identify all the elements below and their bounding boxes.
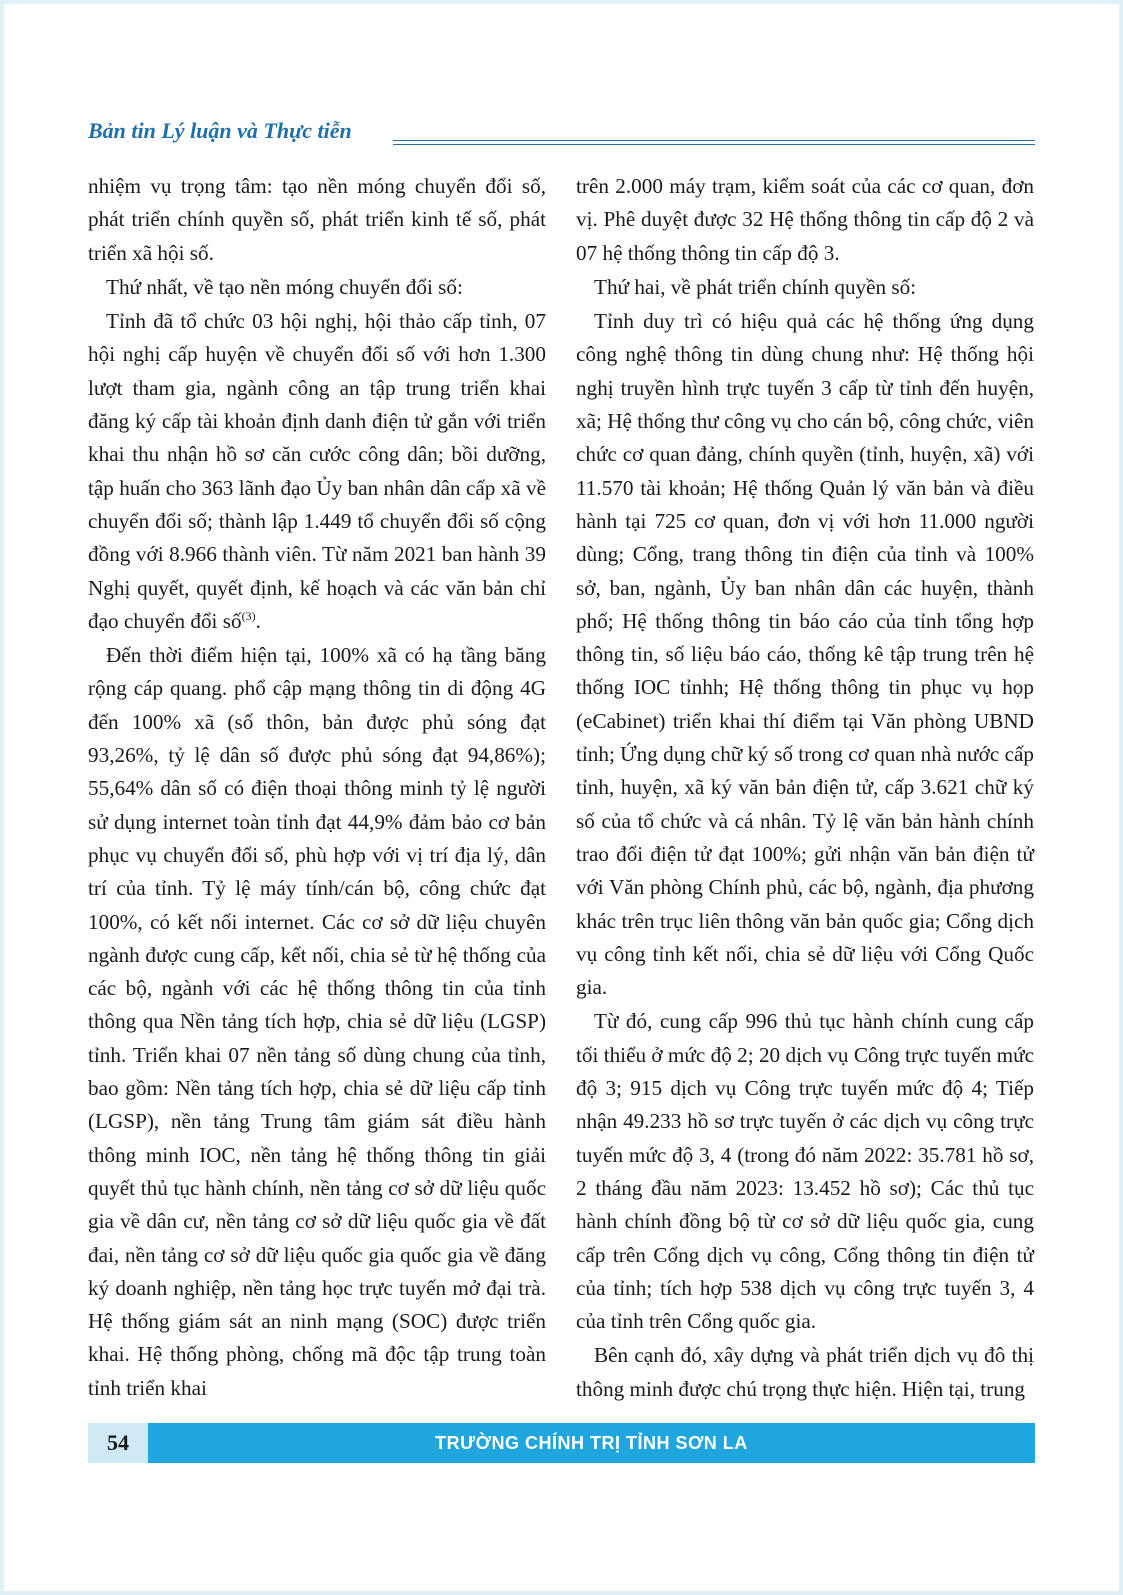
- paragraph-text: Tỉnh đã tổ chức 03 hội nghị, hội thảo cấp tỉnh, 07 hội nghị cấp huyện về chuyển đổi số với hơn 1.300 lượt tham gia, ngành công an tập trung triển khai đăng ký cấp tài khoản định danh điện tử gắn với triển khai thu nhận hồ sơ căn cước công dân; bồi dưỡng, tập huấn cho 363 lãnh đạo Ủy ban nhân dân cấp xã về chuyển đổi số; thành lập 1.449 tổ chuyển đổi số cộng đồng với 8.966 thành viên. Từ năm 2021 ban hành 39 Nghị quyết, quyết định, kế hoạch và các văn bản chỉ đạo chuyển đổi số: [88, 309, 546, 633]
- publication-title: Bản tin Lý luận và Thực tiễn: [88, 118, 352, 143]
- section-heading: Thứ hai, về phát triển chính quyền số:: [594, 274, 917, 299]
- paragraph: Từ đó, cung cấp 996 thủ tục hành chính cung cấp tối thiểu ở mức độ 2; 20 dịch vụ Công trực tuyến mức độ 3; 915 dịch vụ Công trực tuyến mức độ 4; Tiếp nhận 49.233 hồ sơ trực tuyến ở các dịch vụ công trực tuyến mức độ 3, 4 (trong đó năm 2022: 35.781 hồ sơ, 2 tháng đầu năm 2023: 13.452 hồ sơ); Các thủ tục hành chính đồng bộ từ cơ sở dữ liệu quốc gia, cung cấp trên Cổng dịch vụ công, Cổng thông tin điện tử của tỉnh; tích hợp 538 dịch vụ công trực tuyến 3, 4 của tỉnh trên Cổng quốc gia.: [576, 1009, 1034, 1334]
- right-column: [576, 170, 1034, 1407]
- paragraph: [88, 305, 546, 638]
- footnote-ref: (3): [241, 608, 256, 623]
- page-number: 54: [88, 1423, 148, 1463]
- running-header: [88, 118, 1035, 154]
- paragraph: Tỉnh duy trì có hiệu quả các hệ thống ứng dụng công nghệ thông tin dùng chung như: Hệ thống hội nghị truyền hình trực tuyến 3 cấp từ tỉnh đến huyện, xã; Hệ thống thư công vụ cho cán bộ, công chức, viên chức cơ quan đảng, chính quyền (tỉnh, huyện, xã) với 11.570 tài khoản; Hệ thống Quản lý văn bản và điều hành tại 725 cơ quan, đơn vị với hơn 11.000 người dùng; Cổng, trang thông tin điện của tỉnh và 100% sở, ban, ngành, Ủy ban nhân dân các huyện, thành phố; Hệ thống thông tin báo cáo của tỉnh tổng hợp thông tin, số liệu báo cáo, thống kê tập trung trên hệ thống IOC tỉnhh; Hệ thống thông tin phục vụ họp (eCabinet) triển khai thí điểm tại Văn phòng UBND tỉnh; Ứng dụng chữ ký số trong cơ quan nhà nước cấp tỉnh, huyện, xã ký văn bản điện tử, cấp 3.621 chữ ký số của tổ chức và cá nhân. Tỷ lệ văn bản hành chính trao đổi điện tử đạt 100%; gửi nhận văn bản điện tử với Văn phòng Chính phủ, các bộ, ngành, địa phương khác trên trục liên thông văn bản quốc gia; Cổng dịch vụ công tỉnh kết nối, chia sẻ dữ liệu với Cổng Quốc gia.: [576, 309, 1034, 1000]
- paragraph-end: .: [255, 608, 261, 633]
- paragraph: nhiệm vụ trọng tâm: tạo nền móng chuyển đổi số, phát triển chính quyền số, phát triển kinh tế số, phát triển xã hội số.: [88, 174, 546, 265]
- left-column: [88, 170, 546, 1406]
- header-rule: [393, 140, 1035, 145]
- section-heading: Thứ nhất, về tạo nền móng chuyển đổi số:: [106, 274, 463, 299]
- paragraph: Bên cạnh đó, xây dựng và phát triển dịch vụ đô thị thông minh được chú trọng thực hiện. Hiện tại, trung: [576, 1343, 1034, 1401]
- page-footer: [88, 1423, 1035, 1463]
- footer-title: TRƯỜNG CHÍNH TRỊ TỈNH SƠN LA: [435, 1433, 748, 1453]
- paragraph: trên 2.000 máy trạm, kiểm soát của các cơ quan, đơn vị. Phê duyệt được 32 Hệ thống thông tin cấp độ 2 và 07 hệ thống thông tin cấp độ 3.: [576, 174, 1034, 265]
- paragraph: Đến thời điểm hiện tại, 100% xã có hạ tầng băng rộng cáp quang. phổ cập mạng thông tin di động 4G đến 100% xã (số thôn, bản được phủ sóng đạt 93,26%, tỷ lệ dân số được phủ sóng đạt 94,86%); 55,64% dân số có điện thoại thông minh tỷ lệ người sử dụng internet toàn tỉnh đạt 44,9% đảm bảo cơ bản phục vụ chuyển đổi số, phù hợp với vị trí địa lý, dân trí của tỉnh. Tỷ lệ máy tính/cán bộ, công chức đạt 100%, có kết nối internet. Các cơ sở dữ liệu chuyên ngành được cung cấp, kết nối, chia sẻ từ hệ thống của các bộ, ngành với các hệ thống thông tin của tỉnh thông qua Nền tảng tích hợp, chia sẻ dữ liệu (LGSP) tỉnh. Triển khai 07 nền tảng số dùng chung của tỉnh, bao gồm: Nền tảng tích hợp, chia sẻ dữ liệu cấp tỉnh (LGSP), nền tảng Trung tâm giám sát điều hành thông minh IOC, nền tảng hệ thống thông tin giải quyết thủ tục hành chính, nền tảng cơ sở dữ liệu quốc gia về dân cư, nền tảng cơ sở dữ liệu quốc gia về đất đai, nền tảng cơ sở dữ liệu quốc gia quốc gia về đăng ký doanh nghiệp, nền tảng học trực tuyến mở đại trà. Hệ thống giám sát an ninh mạng (SOC) được triển khai. Hệ thống phòng, chống mã độc tập trung toàn tỉnh triển khai: [88, 643, 546, 1400]
